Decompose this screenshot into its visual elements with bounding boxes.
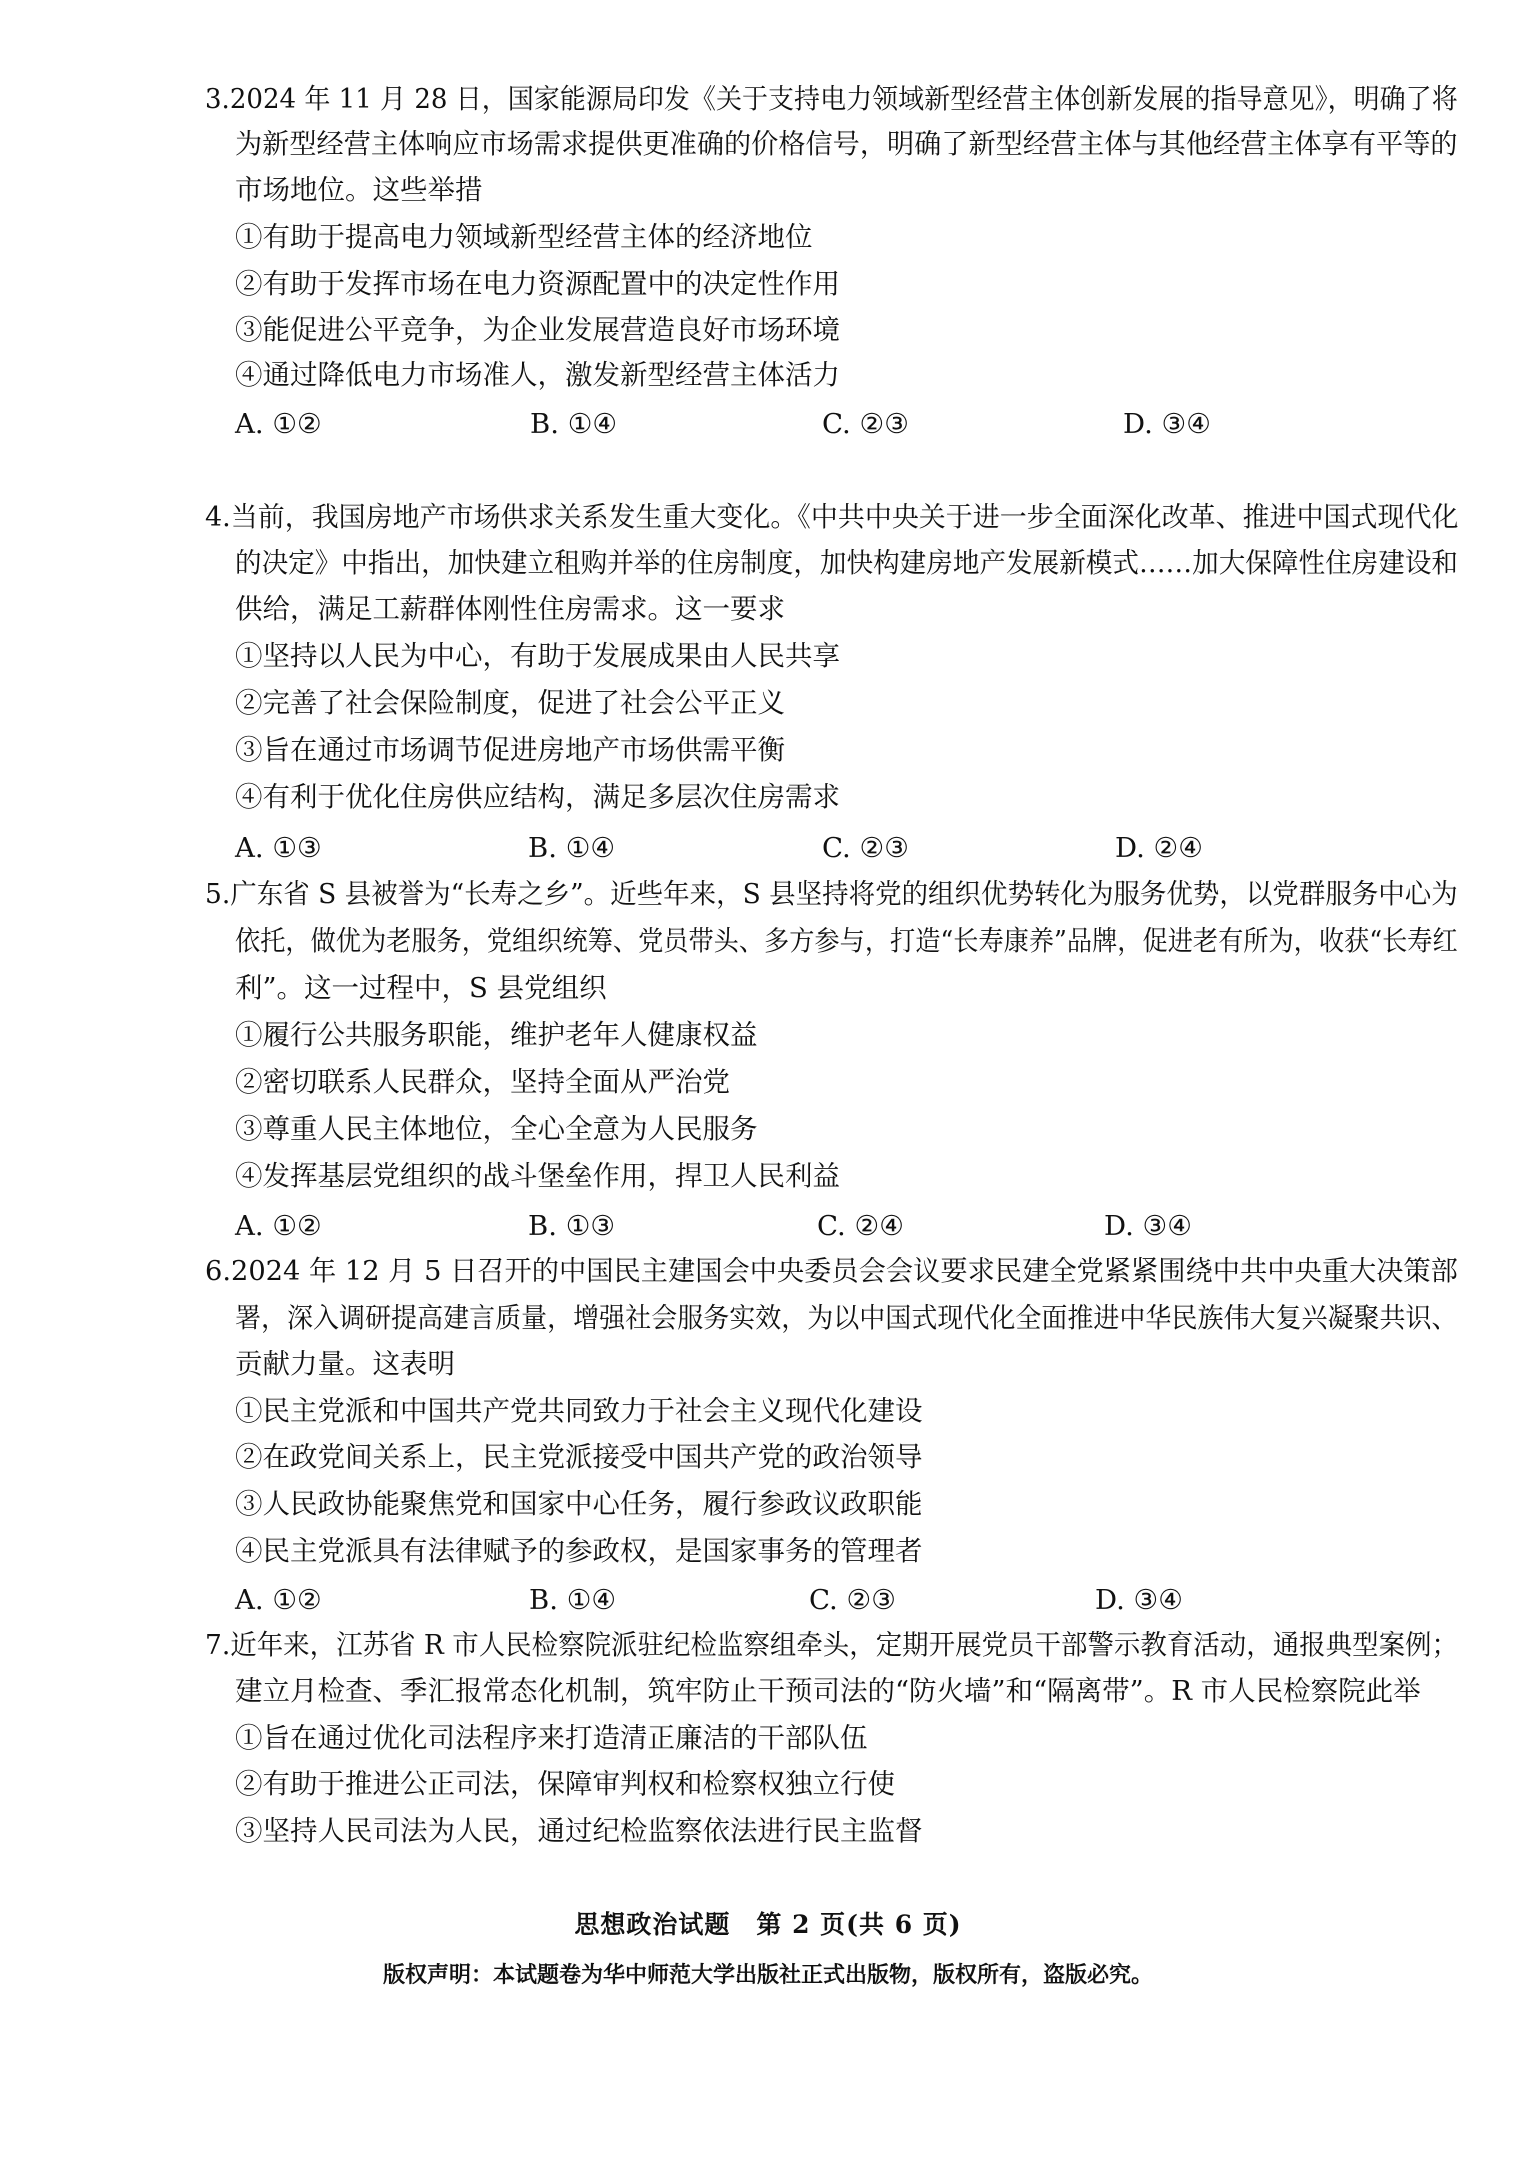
question-6-stem-line-2: 署，深入调研提高建言质量，增强社会服务实效，为以中国式现代化全面推进中华民族伟大复兴凝聚共识、 — [235, 1302, 1458, 1334]
copyright-notice: 版权声明：本试题卷为华中师范大学出版社正式出版物，版权所有，盗版必究。 — [382, 1962, 1153, 1988]
question-5-answer-b: B. ①③ — [528, 1210, 615, 1242]
question-5-answer-d: D. ③④ — [1104, 1210, 1192, 1242]
question-3-stem-line-2: 为新型经营主体响应市场需求提供更准确的价格信号，明确了新型经营主体与其他经营主体享有平等的 — [235, 128, 1458, 160]
question-6-option-4: ④民主党派具有法律赋予的参政权，是国家事务的管理者 — [235, 1535, 923, 1567]
question-6-answer-a: A. ①② — [235, 1584, 322, 1616]
question-6-answer-d: D. ③④ — [1095, 1584, 1183, 1616]
question-4-option-1: ①坚持以人民为中心，有助于发展成果由人民共享 — [235, 640, 840, 672]
question-3-answer-c: C. ②③ — [822, 408, 909, 440]
question-4-stem-line-1: 4.当前，我国房地产市场供求关系发生重大变化。《中共中央关于进一步全面深化改革、推进中国式现代化 — [205, 501, 1459, 533]
question-5-answer-c: C. ②④ — [817, 1210, 904, 1242]
question-6-answer-c: C. ②③ — [809, 1584, 896, 1616]
question-4-option-2: ②完善了社会保险制度，促进了社会公平正义 — [235, 687, 785, 719]
question-3-stem-line-1: 3.2024 年 11 月 28 日，国家能源局印发《关于支持电力领域新型经营主体创新发展的指导意见》，明确了将 — [205, 83, 1458, 115]
question-5-option-4: ④发挥基层党组织的战斗堡垒作用，捍卫人民利益 — [235, 1160, 840, 1192]
question-5-option-1: ①履行公共服务职能，维护老年人健康权益 — [235, 1019, 758, 1051]
question-5-answer-a: A. ①② — [235, 1210, 322, 1242]
question-3-answer-d: D. ③④ — [1123, 408, 1211, 440]
question-6-stem-line-1: 6.2024 年 12 月 5 日召开的中国民主建国会中央委员会会议要求民建全党紧紧围绕中共中央重大决策部 — [205, 1255, 1458, 1287]
question-7-stem-line-2: 建立月检查、季汇报常态化机制，筑牢防止干预司法的“防火墙”和“隔离带”。R 市人民检察院此举 — [235, 1675, 1421, 1707]
question-7-stem-line-1: 7.近年来，江苏省 R 市人民检察院派驻纪检监察组牵头，定期开展党员干部警示教育活动，通报典型案例； — [205, 1629, 1458, 1661]
question-6-option-2: ②在政党间关系上，民主党派接受中国共产党的政治领导 — [235, 1441, 923, 1473]
question-3-answer-b: B. ①④ — [530, 408, 617, 440]
question-6-answer-b: B. ①④ — [529, 1584, 616, 1616]
question-3-answer-a: A. ①② — [235, 408, 322, 440]
question-7-option-1: ①旨在通过优化司法程序来打造清正廉洁的干部队伍 — [235, 1722, 868, 1754]
question-5-stem-line-3: 利”。这一过程中，S 县党组织 — [235, 972, 607, 1004]
question-6-option-1: ①民主党派和中国共产党共同致力于社会主义现代化建设 — [235, 1395, 923, 1427]
question-4-option-3: ③旨在通过市场调节促进房地产市场供需平衡 — [235, 734, 785, 766]
question-3-option-3: ③能促进公平竞争，为企业发展营造良好市场环境 — [235, 314, 840, 346]
question-7-option-3: ③坚持人民司法为人民，通过纪检监察依法进行民主监督 — [235, 1815, 923, 1847]
question-4-option-4: ④有利于优化住房供应结构，满足多层次住房需求 — [235, 781, 840, 813]
question-3-stem-line-3: 市场地位。这些举措 — [235, 174, 483, 206]
question-3-option-1: ①有助于提高电力领域新型经营主体的经济地位 — [235, 221, 813, 253]
question-5-stem-line-2: 依托，做优为老服务，党组织统筹、党员带头、多方参与，打造“长寿康养”品牌，促进老有所为，收获“长寿红 — [235, 925, 1458, 957]
question-6-stem-line-3: 贡献力量。这表明 — [235, 1348, 455, 1380]
question-4-answer-b: B. ①④ — [528, 832, 615, 864]
question-5-option-2: ②密切联系人民群众，坚持全面从严治党 — [235, 1066, 730, 1098]
question-4-answer-d: D. ②④ — [1115, 832, 1203, 864]
question-4-stem-line-2: 的决定》中指出，加快建立租购并举的住房制度，加快构建房地产发展新模式……加大保障性住房建设和 — [235, 547, 1459, 579]
question-5-option-3: ③尊重人民主体地位，全心全意为人民服务 — [235, 1113, 758, 1145]
question-3-option-2: ②有助于发挥市场在电力资源配置中的决定性作用 — [235, 268, 840, 300]
page-footer-title: 思想政治试题 第 2 页(共 6 页) — [574, 1910, 962, 1939]
question-3-option-4: ④通过降低电力市场准人，激发新型经营主体活力 — [235, 359, 840, 391]
question-6-option-3: ③人民政协能聚焦党和国家中心任务，履行参政议政职能 — [235, 1488, 923, 1520]
question-4-answer-a: A. ①③ — [235, 832, 322, 864]
question-4-answer-c: C. ②③ — [822, 832, 909, 864]
question-5-stem-line-1: 5.广东省 S 县被誉为“长寿之乡”。近些年来，S 县坚持将党的组织优势转化为服务优势，以党群服务中心为 — [205, 878, 1458, 910]
question-7-option-2: ②有助于推进公正司法，保障审判权和检察权独立行使 — [235, 1768, 895, 1800]
question-4-stem-line-3: 供给，满足工薪群体刚性住房需求。这一要求 — [235, 593, 785, 625]
